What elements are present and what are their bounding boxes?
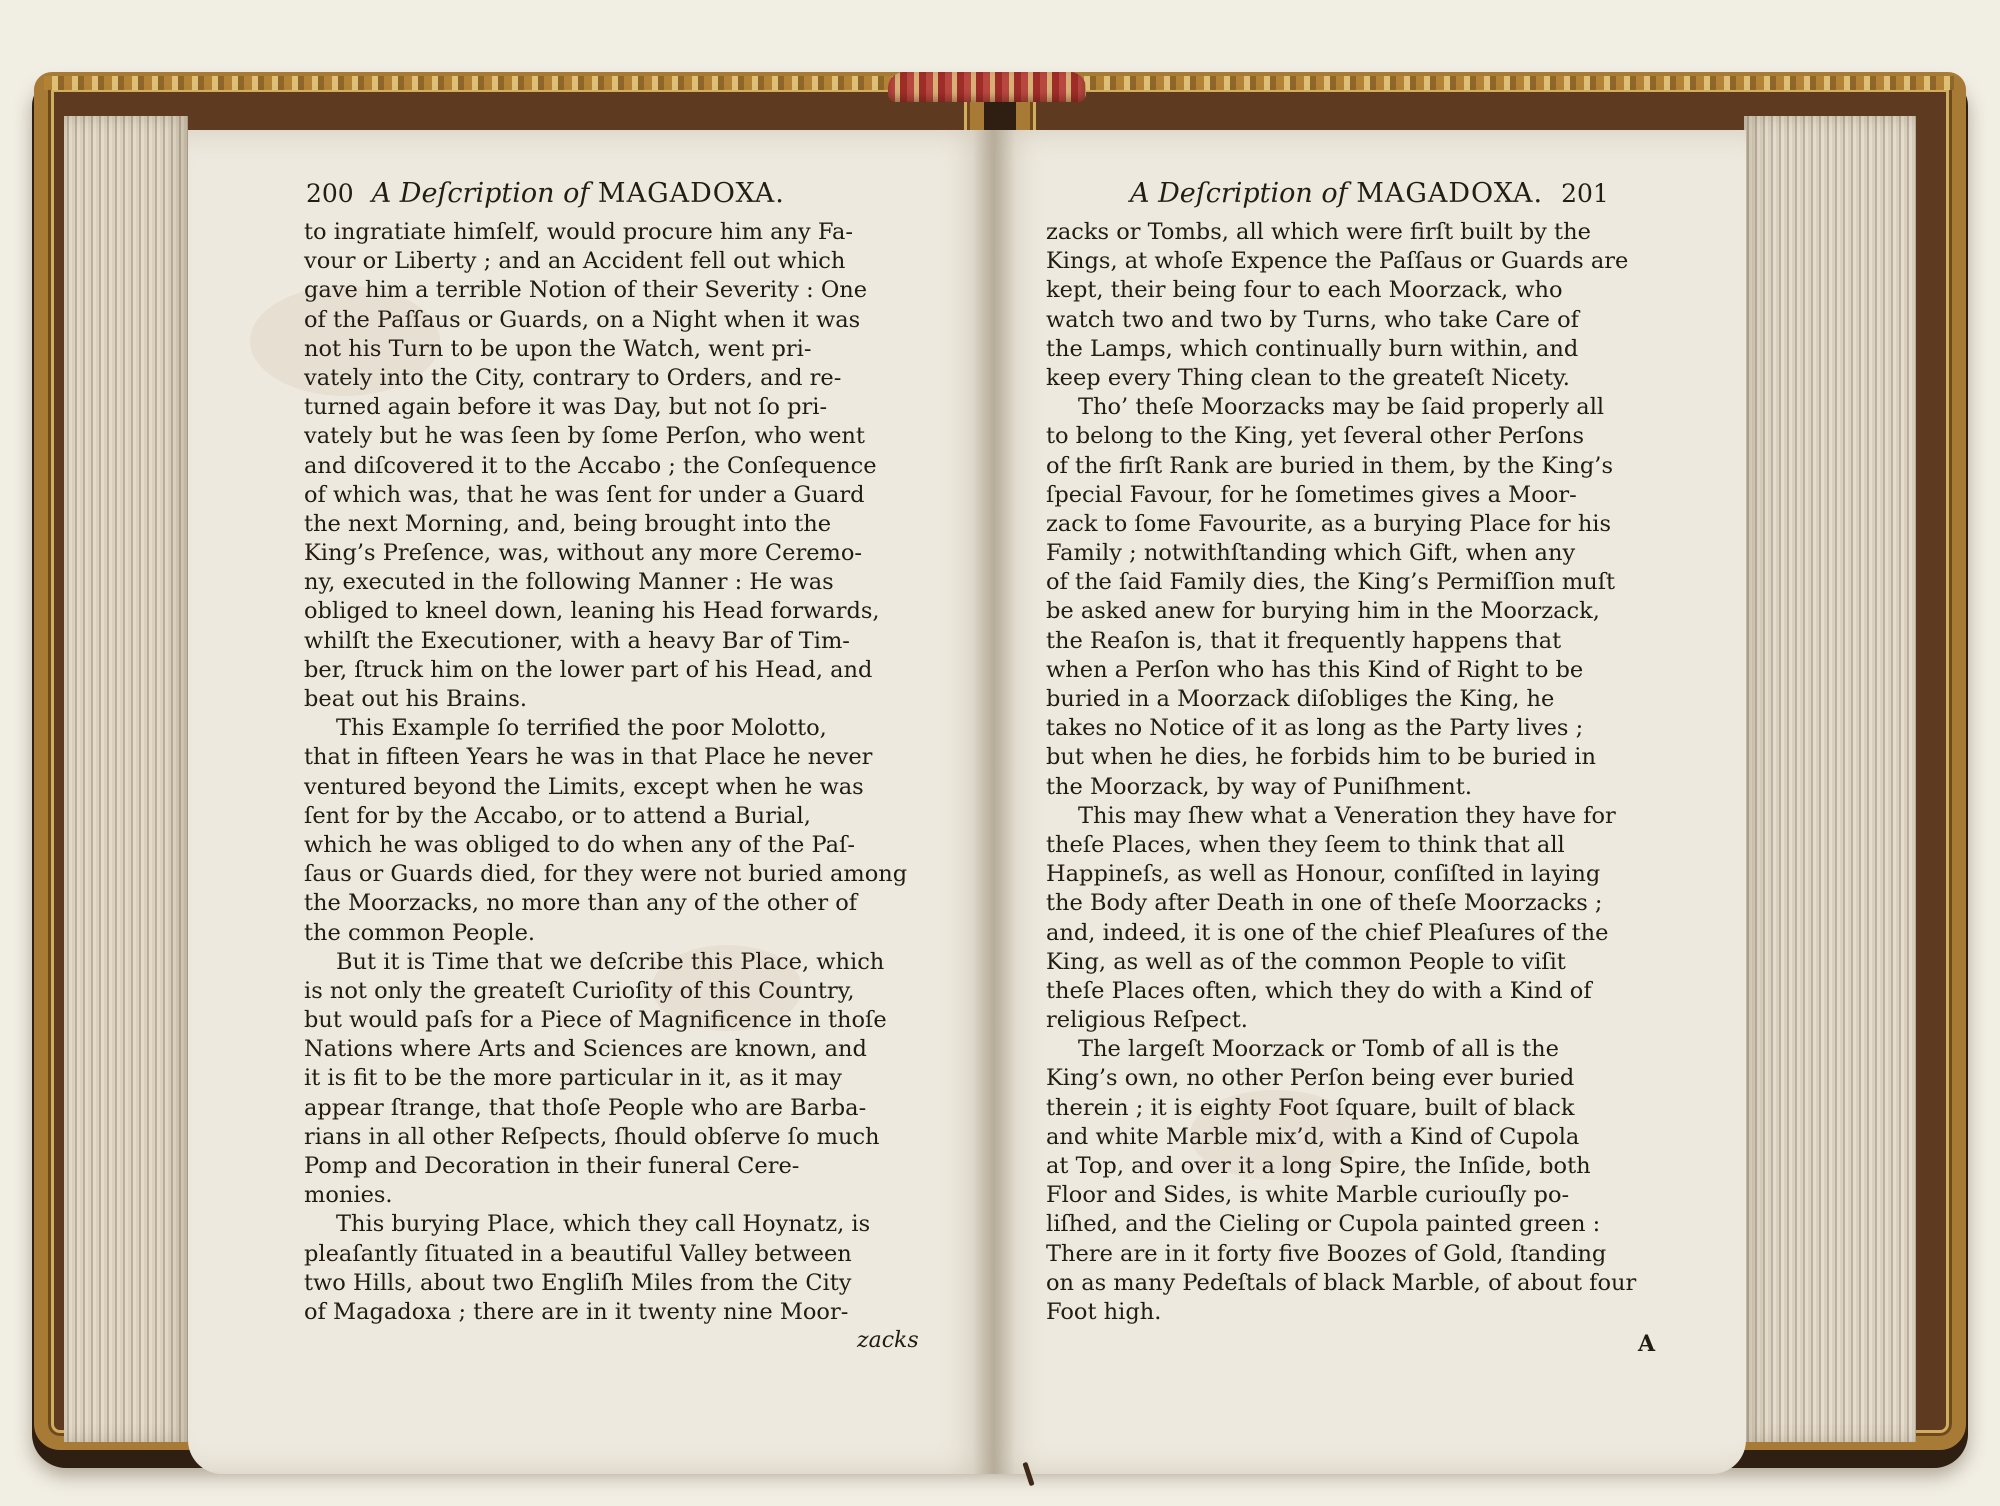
left-catchword: zacks — [857, 1328, 919, 1353]
text-line: King’s own, no other Perſon being ever buried — [1046, 1065, 1575, 1092]
text-line: the next Morning, and, being brought into the — [304, 510, 832, 537]
paragraph-first-line: This burying Place, which they call Hoynatz, is — [336, 1211, 871, 1238]
text-line: of the Paſſaus or Guards, on a Night when it was — [304, 306, 861, 333]
text-line: ſpecial Favour, for he ſometimes gives a Moor- — [1046, 481, 1577, 508]
text-line: and white Marble mix’d, with a Kind of Cupola — [1046, 1123, 1580, 1150]
text-line: that in fifteen Years he was in that Place he never — [304, 744, 873, 771]
right-top-gilt-edge — [1036, 76, 1954, 90]
right-running-title-prefix: A Deſcription of — [1130, 178, 1348, 209]
paragraph-first-line: This may ſhew what a Veneration they have for — [1078, 802, 1616, 829]
text-line: monies. — [304, 1182, 393, 1209]
text-line: theſe Places often, which they do with a Kind of — [1046, 977, 1592, 1004]
text-line: vately into the City, contrary to Orders, and re- — [304, 364, 842, 391]
text-line: at Top, and over it a long Spire, the Inſide, both — [1046, 1153, 1591, 1179]
right-catchword: A — [1638, 1331, 1656, 1357]
text-line: of which was, that he was ſent for under a Guard — [304, 481, 865, 508]
text-line: King’s Preſence, was, without any more Ceremo- — [304, 540, 863, 567]
text-line: buried in a Moorzack diſobliges the King, he — [1046, 686, 1555, 712]
text-line: keep every Thing clean to the greateſt Nicety. — [1046, 364, 1570, 391]
left-page-text — [304, 218, 916, 1327]
text-line: the Body after Death in one of theſe Moorzacks ; — [1046, 890, 1603, 917]
text-line: Family ; notwithſtanding which Gift, when any — [1046, 540, 1576, 567]
text-line: to belong to the King, yet ſeveral other Perſons — [1046, 423, 1585, 450]
right-running-head — [1130, 176, 1730, 212]
left-running-head — [306, 176, 896, 212]
text-line: Foot high. — [1046, 1298, 1162, 1325]
text-line: vately but he was ſeen by ſome Perſon, who went — [304, 423, 865, 450]
text-line: gave him a terrible Notion of their Severity : One — [304, 277, 868, 304]
text-line: Kings, at whoſe Expence the Paſſaus or Guards are — [1046, 248, 1629, 275]
left-page-edges — [64, 116, 188, 1442]
text-line: and diſcovered it to the Accabo ; the Conſequence — [304, 452, 877, 479]
text-line: of the firſt Rank are buried in them, by the King’s — [1046, 452, 1614, 479]
left-running-title-prefix: A Deſcription of — [371, 178, 590, 209]
text-line: ventured beyond the Limits, except when he was — [304, 773, 864, 800]
right-running-title — [1130, 176, 1543, 212]
text-line: rians in all other Reſpects, ſhould obſerve ſo much — [304, 1123, 880, 1150]
text-line: on as many Pedeſtals of black Marble, of about four — [1046, 1269, 1637, 1296]
text-line: King, as well as of the common People to viſit — [1046, 948, 1566, 975]
text-line: theſe Places, when they ſeem to think that all — [1046, 831, 1565, 858]
text-line: but would paſs for a Piece of Magnificence in thoſe — [304, 1007, 887, 1034]
right-running-title-name: MAGADOXA. — [1356, 178, 1544, 209]
text-line: There are in it forty five Boozes of Gold, ſtanding — [1046, 1240, 1607, 1267]
text-line: beat out his Brains. — [304, 686, 528, 712]
text-line: appear ſtrange, that thoſe People who are Barba- — [304, 1094, 867, 1121]
text-line: when a Perſon who has this Kind of Right to be — [1046, 656, 1584, 683]
text-line: kept, their being four to each Moorzack, who — [1046, 277, 1563, 304]
text-line: not his Turn to be upon the Watch, went pri- — [304, 335, 812, 362]
paragraph-first-line: The largeſt Moorzack or Tomb of all is the — [1078, 1036, 1559, 1063]
text-line: turned again before it was Day, but not ſo pri- — [304, 394, 828, 421]
right-page-number: 201 — [1561, 179, 1609, 208]
text-line: two Hills, about two Engliſh Miles from the City — [304, 1269, 852, 1296]
text-line: zacks or Tombs, all which were firſt built by the — [1046, 219, 1591, 245]
text-line: is not only the greateſt Curioſity of this Country, — [304, 977, 855, 1004]
text-line: it is fit to be the more particular in it, as it may — [304, 1065, 842, 1092]
text-line: ber, ſtruck him on the lower part of his Head, and — [304, 656, 873, 683]
right-page-text — [1046, 218, 1664, 1327]
text-line: be asked anew for burying him in the Moorzack, — [1046, 598, 1600, 625]
text-line: the Moorzack, by way of Puniſhment. — [1046, 773, 1472, 800]
text-line: takes no Notice of it as long as the Party lives ; — [1046, 715, 1584, 742]
text-line: Nations where Arts and Sciences are known, and — [304, 1036, 867, 1063]
text-line: vour or Liberty ; and an Accident fell out which — [304, 248, 846, 275]
text-line: Happineſs, as well as Honour, conſiſted in laying — [1046, 861, 1601, 888]
text-line: therein ; it is eighty Foot ſquare, built of black — [1046, 1094, 1575, 1121]
text-line: Floor and Sides, is white Marble curiouſly po- — [1046, 1182, 1570, 1209]
text-line: which he was obliged to do when any of the Paſ- — [304, 831, 855, 858]
text-line: the Reaſon is, that it frequently happens that — [1046, 627, 1562, 654]
text-line: the Lamps, which continually burn within, and — [1046, 335, 1579, 362]
left-top-gilt-edge — [44, 76, 960, 90]
paragraph-first-line: Tho’ theſe Moorzacks may be ſaid properly all — [1078, 394, 1605, 421]
text-line: of Magadoxa ; there are in it twenty nine Moor- — [304, 1298, 849, 1325]
left-page-number: 200 — [306, 179, 354, 208]
text-line: and, indeed, it is one of the chief Pleaſures of the — [1046, 919, 1609, 946]
text-line: ny, executed in the following Manner : He was — [304, 569, 834, 596]
paragraph-first-line: This Example ſo terrified the poor Molotto, — [336, 715, 827, 742]
text-line: watch two and two by Turns, who take Care of — [1046, 306, 1580, 333]
paragraph-first-line: But it is Time that we deſcribe this Place, which — [336, 948, 885, 975]
text-line: Pomp and Decoration in their funeral Cere- — [304, 1153, 800, 1179]
text-line: pleaſantly ſituated in a beautiful Valley between — [304, 1240, 852, 1267]
left-running-title-name: MAGADOXA. — [597, 178, 785, 209]
text-line: religious Reſpect. — [1046, 1007, 1248, 1034]
left-running-title — [372, 176, 785, 212]
text-line: the Moorzacks, no more than any of the other of — [304, 890, 858, 917]
text-line: liſhed, and the Cieling or Cupola painted green : — [1046, 1211, 1601, 1238]
text-line: the common People. — [304, 919, 536, 946]
text-line: ſaus or Guards died, for they were not buried among — [304, 861, 908, 888]
text-line: whilſt the Executioner, with a heavy Bar of Tim- — [304, 627, 850, 654]
text-line: ſent for by the Accabo, or to attend a Burial, — [304, 802, 811, 829]
text-line: to ingratiate himſelf, would procure him any Fa- — [304, 219, 853, 245]
text-line: but when he dies, he forbids him to be buried in — [1046, 744, 1596, 771]
red-headband — [888, 72, 1086, 102]
right-page-edges — [1744, 116, 1916, 1442]
text-line: obliged to kneel down, leaning his Head forwards, — [304, 598, 880, 625]
text-line: zack to ſome Favourite, as a burying Place for his — [1046, 510, 1612, 537]
text-line: of the ſaid Family dies, the King’s Permiſſion muſt — [1046, 569, 1616, 596]
